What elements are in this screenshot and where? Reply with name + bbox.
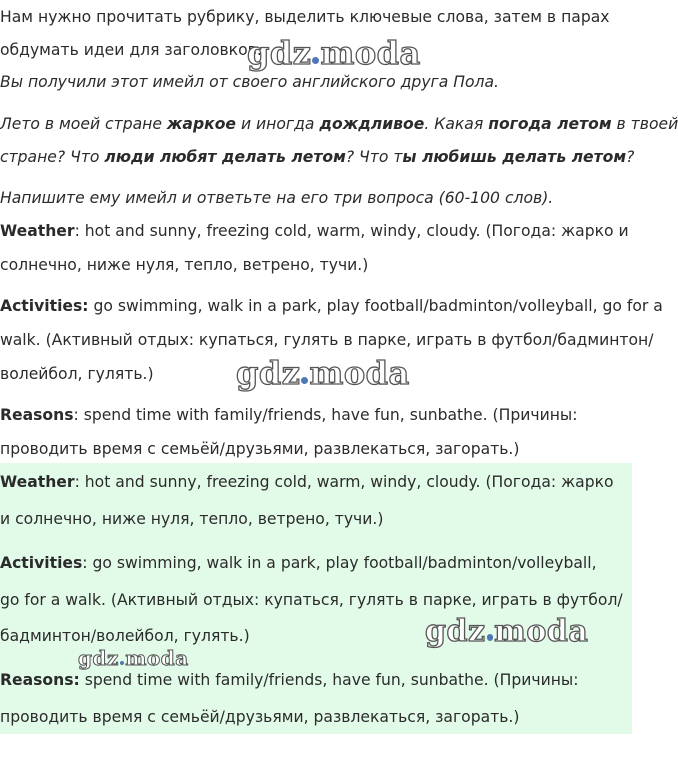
task-text: Напишите ему имейл и ответьте на его три вопроса (60-100 слов). (0, 189, 554, 207)
email-text: ? (626, 148, 635, 166)
activities-text: : go swimming, walk in a park, play football/badminton/volleyball, (82, 554, 597, 572)
watermark-dot (301, 377, 308, 384)
email-keyword: ы любишь делать летом (402, 148, 627, 166)
email-line-1 (0, 113, 678, 135)
block1-weather-line-2: солнечно, ниже нуля, тепло, ветрено, тучи.) (0, 256, 369, 274)
watermark (236, 354, 410, 392)
activities-text: go swimming, walk in a park, play football/badminton/volleyball, go for a (88, 297, 663, 315)
block2-reasons-line-1 (0, 669, 579, 691)
email-text: и иногда (235, 115, 320, 133)
watermark-left: gdz (78, 646, 119, 670)
watermark-dot (487, 634, 494, 641)
watermark-right: moda (125, 646, 189, 670)
email-keyword: погода летом (488, 115, 612, 133)
weather-text: : hot and sunny, freezing cold, warm, windy, cloudy. (Погода: жарко (74, 473, 614, 491)
intro-line-1: Нам нужно прочитать рубрику, выделить ключевые слова, затем в парах (0, 8, 610, 26)
block2-activities-line-2: go for a walk. (Активный отдых: купаться, гулять в парке, играть в футбол/ (0, 591, 623, 609)
reasons-text: : spend time with family/friends, have fun, sunbathe. (Причины: (73, 406, 578, 424)
block1-activities-line-1 (0, 295, 663, 317)
watermark (247, 34, 421, 72)
watermark-dot (120, 661, 124, 665)
email-text: Лето в моей стране (0, 115, 167, 133)
weather-text: : hot and sunny, freezing cold, warm, windy, cloudy. (Погода: жарко и (74, 222, 629, 240)
watermark-right: moda (309, 354, 410, 392)
activities-label: Activities: (0, 297, 89, 315)
email-keyword: дождливое (319, 115, 425, 133)
activities-label: Activities (0, 554, 83, 572)
email-intro: Вы получили этот имейл от своего английского друга Пола. (0, 73, 500, 91)
block1-weather-line-1 (0, 220, 629, 242)
block1-reasons-line-2: проводить время с семьёй/друзьями, развлекаться, загорать.) (0, 440, 520, 458)
block2-weather-line-1 (0, 471, 614, 493)
block2-activities-line-3: бадминтон/волейбол, гулять.) (0, 627, 250, 645)
watermark (425, 614, 589, 649)
weather-label: Weather (0, 473, 75, 491)
watermark-left: gdz (247, 34, 312, 72)
block2-reasons-line-2: проводить время с семьёй/друзьями, развлекаться, загорать.) (0, 708, 520, 726)
email-text: стране? Что (0, 148, 105, 166)
block1-activities-line-3: волейбол, гулять.) (0, 365, 154, 383)
email-line-2 (0, 146, 634, 168)
watermark-left: gdz (236, 354, 301, 392)
watermark (78, 648, 189, 668)
email-text: . Какая (424, 115, 489, 133)
intro-line-2: обдумать идеи для заголовков. (0, 41, 262, 59)
email-keyword: люди любят делать летом (104, 148, 346, 166)
block2-activities-line-1 (0, 552, 597, 574)
block2-weather-line-2: и солнечно, ниже нуля, тепло, ветрено, тучи.) (0, 510, 384, 528)
block1-activities-line-2: walk. (Активный отдых: купаться, гулять в парке, играть в футбол/бадминтон/ (0, 331, 654, 349)
block1-reasons-line-1 (0, 404, 578, 426)
email-text: в твоей (611, 115, 678, 133)
weather-label: Weather (0, 222, 75, 240)
email-keyword: жаркое (166, 115, 236, 133)
watermark-dot (312, 57, 319, 64)
reasons-label: Reasons: (0, 671, 80, 689)
watermark-right: moda (320, 34, 421, 72)
watermark-left: gdz (425, 614, 486, 649)
watermark-right: moda (494, 614, 589, 649)
email-text: ? Что т (345, 148, 403, 166)
reasons-label: Reasons (0, 406, 74, 424)
reasons-text: spend time with family/friends, have fun, sunbathe. (Причины: (79, 671, 579, 689)
